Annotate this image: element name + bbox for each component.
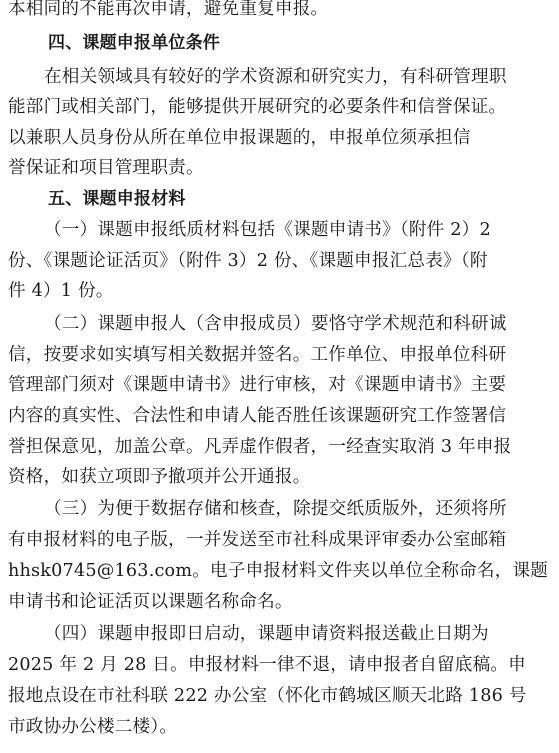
text-line-12: 信，按要求如实填写相关数据并签名。工作单位、申报单位科研 xyxy=(8,345,507,365)
text-line-23: 报地点设在市社科联 222 办公室（怀化市鹤城区顺天北路 186 号 xyxy=(8,686,527,706)
text-line-19: hhsk0745@163.com。电子申报材料文件夹以单位全称命名，课题 xyxy=(8,561,549,581)
section-heading-4: 四、课题申报单位条件 xyxy=(48,33,220,53)
text-line-6: 誉保证和项目管理职责。 xyxy=(8,158,204,178)
text-line-17: （三）为便于数据存储和核查，除提交纸质版外，还须将所 xyxy=(44,499,507,519)
text-line-16: 资格，如获立项即予撤项并公开通报。 xyxy=(8,467,311,487)
text-line-15: 誉担保意见，加盖公章。凡弄虚作假者，一经查实取消 3 年申报 xyxy=(8,437,512,457)
section-heading-5: 五、课题申报材料 xyxy=(48,189,186,209)
text-line-1: 本相同的不能再次申请，避免重复申报。 xyxy=(8,0,329,19)
text-line-9: 份、《课题论证活页》（附件 3）2 份、《课题申报汇总表》（附 xyxy=(8,251,488,271)
text-line-22: 2025 年 2 月 28 日。申报材料一律不退，请申报者自留底稿。申 xyxy=(8,655,526,675)
text-line-8: （一）课题申报纸质材料包括《课题申请书》（附件 2）2 xyxy=(44,220,491,240)
text-line-14: 内容的真实性、合法性和申请人能否胜任该课题研究工作签署信 xyxy=(8,406,507,426)
text-line-18: 有申报材料的电子版，一并发送至市社科成果评审委办公室邮箱 xyxy=(8,530,507,550)
text-line-4: 能部门或相关部门，能够提供开展研究的必要条件和信誉保证。 xyxy=(8,97,507,117)
text-line-5: 以兼职人员身份从所在单位申报课题的，申报单位须承担信 xyxy=(8,128,471,148)
text-line-3: 在相关领域具有较好的学术资源和研究实力，有科研管理职 xyxy=(44,67,507,87)
text-line-11: （二）课题申报人（含申报成员）要恪守学术规范和科研诚 xyxy=(44,314,507,334)
text-line-24: 市政协办公楼二楼）。 xyxy=(8,717,178,737)
text-line-21: （四）课题申报即日启动，课题申请资料报送截止日期为 xyxy=(44,624,489,644)
text-line-13: 管理部门须对《课题申请书》进行审核，对《课题申请书》主要 xyxy=(8,375,507,395)
text-line-10: 件 4）1 份。 xyxy=(8,281,114,301)
text-line-20: 申请书和论证活页以课题名称命名。 xyxy=(8,592,293,612)
